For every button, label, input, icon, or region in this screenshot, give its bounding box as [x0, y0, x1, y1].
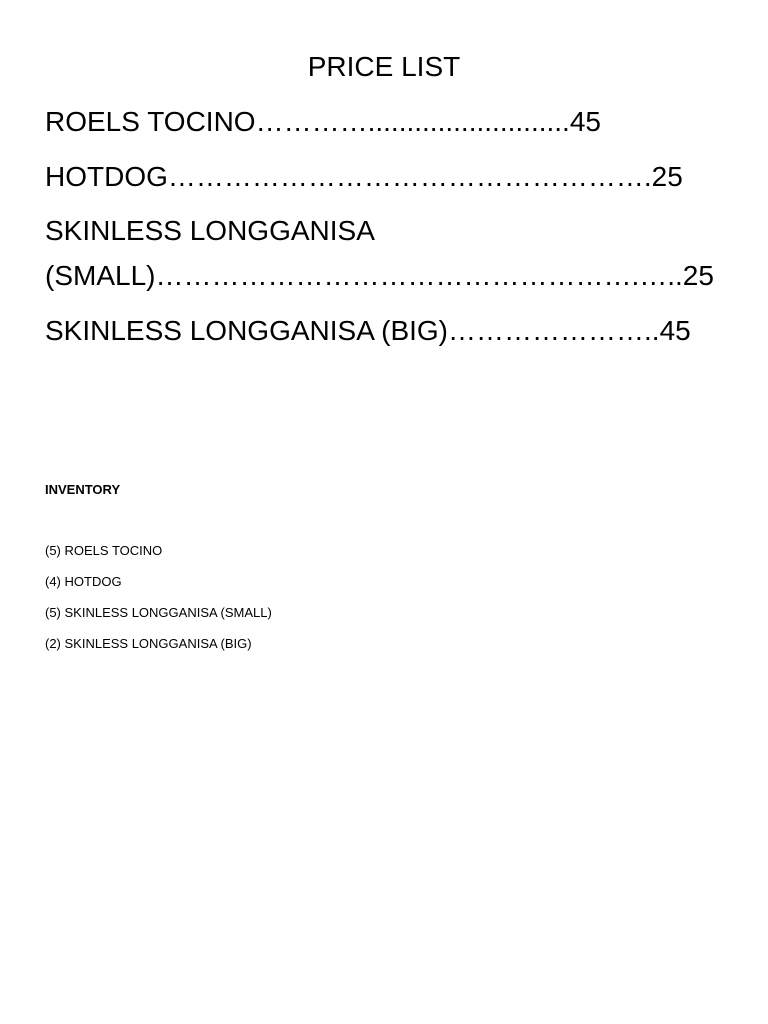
inventory-item-roels-tocino: (5) ROELS TOCINO — [45, 543, 163, 558]
inventory-item-longganisa-small: (5) SKINLESS LONGGANISA (SMALL) — [45, 605, 272, 620]
inventory-item-longganisa-big: (2) SKINLESS LONGGANISA (BIG) — [45, 636, 252, 651]
price-item-longganisa-small-line2: (SMALL)…………………………………………….…..25 — [45, 260, 714, 291]
inventory-item-hotdog: (4) HOTDOG — [45, 574, 122, 589]
price-item-roels-tocino: ROELS TOCINO…………..........................45 — [45, 106, 601, 137]
price-list-title: PRICE LIST — [307, 51, 461, 82]
price-item-longganisa-big: SKINLESS LONGGANISA (BIG)…………………..45 — [45, 315, 691, 346]
price-item-longganisa-small-line1: SKINLESS LONGGANISA — [45, 215, 375, 246]
price-item-hotdog: HOTDOG…………………………………………….25 — [45, 161, 683, 192]
inventory-heading: INVENTORY — [45, 482, 121, 497]
